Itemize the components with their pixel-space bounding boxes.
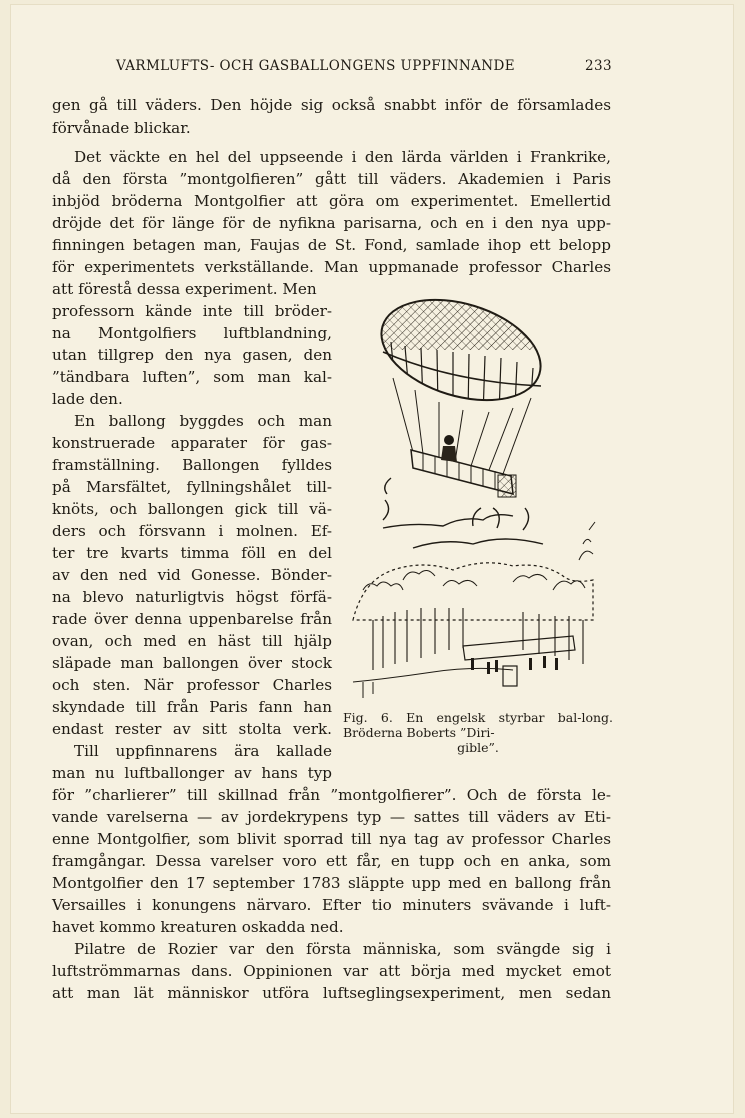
text-line: utan tillgrep den nya gasen, den <box>52 346 332 364</box>
text-line: Montgolfier den 17 september 1783 släppte upp med en ballong från <box>52 874 611 892</box>
text-line: Pilatre de Rozier var den första människa, som svängde sig i <box>74 940 611 958</box>
running-header <box>52 58 612 80</box>
clouds <box>383 478 543 548</box>
text-line: lade den. <box>52 390 123 408</box>
text-line: dröjde det för länge för de nyfikna parisarna, och en i den nya upp- <box>52 214 611 232</box>
figure-caption <box>343 710 613 755</box>
text-line: ovan, och med en häst till hjälp <box>52 632 332 650</box>
text-line: framställning. Ballongen fylldes <box>52 456 332 474</box>
text-line: ter tre kvarts timma föll en del <box>52 544 332 562</box>
balloon-envelope <box>363 290 563 418</box>
text-line: Till uppfinnarens ära kallade <box>74 742 332 760</box>
text-line: inbjöd bröderna Montgolfier att göra om experimentet. Emellertid <box>52 192 611 210</box>
page-number: 233 <box>585 58 612 74</box>
text-line: och sten. När professor Charles <box>52 676 332 694</box>
figure-caption-text: Fig. 6. En engelsk styrbar bal-long. Bröderna Boberts ”Diri- <box>343 710 613 740</box>
figure-caption-end: gible”. <box>457 740 499 755</box>
text-line: släpade man ballongen över stock <box>52 654 332 672</box>
text-line: man nu luftballonger av hans typ <box>52 764 332 782</box>
text-line: En ballong byggdes och man <box>74 412 332 430</box>
running-title: VARMLUFTS- OCH GASBALLONGENS UPPFINNANDE <box>116 58 515 74</box>
text-line: na Montgolfiers luftblandning, <box>52 324 332 342</box>
text-line: knöts, och ballongen gick till vä- <box>52 500 332 518</box>
text-line: finningen betagen man, Faujas de St. Fond, samlade ihop ett belopp <box>52 236 611 254</box>
text-line: professorn kände inte till bröder- <box>52 302 332 320</box>
text-line: för ”charlierer” till skillnad från ”montgolfierer”. Och de första le- <box>52 786 611 804</box>
text-line: konstruerade apparater för gas- <box>52 434 332 452</box>
text-line: vande varelserna — av jordekrypens typ — sattes till väders av Eti- <box>52 808 611 826</box>
text-line: gen gå till väders. Den höjde sig också snabbt inför de församlades <box>52 96 611 114</box>
text-line: Det väckte en hel del uppseende i den lärda världen i Frankrike, <box>74 148 611 166</box>
text-line: då den första ”montgolfieren” gått till väders. Akademien i Paris <box>52 170 611 188</box>
text-line: att man lät människor utföra luftseglingsexperiment, men sedan <box>52 984 611 1002</box>
dirigible-balloon-illustration <box>343 290 613 710</box>
text-line: förvånade blickar. <box>52 119 191 137</box>
text-line: endast rester av sitt stolta verk. <box>52 720 332 738</box>
text-line: na blevo naturligtvis högst förfä- <box>52 588 332 606</box>
text-line: på Marsfältet, fyllningshålet till- <box>52 478 332 496</box>
text-line: rade över denna uppenbarelse från <box>52 610 332 628</box>
text-line: ”tändbara luften”, som man kal- <box>52 368 332 386</box>
gondola <box>411 435 516 497</box>
text-line: luftströmmarnas dans. Oppinionen var att börja med mycket emot <box>52 962 611 980</box>
text-line: av den ned vid Gonesse. Bönder- <box>52 566 332 584</box>
text-line: havet kommo kreaturen oskadda ned. <box>52 918 344 936</box>
text-line: för experimentets verkställande. Man uppmanade professor Charles <box>52 258 611 276</box>
text-line: skyndade till från Paris fann han <box>52 698 332 716</box>
text-line: Versailles i konungens närvaro. Efter tio minuters svävande i luft- <box>52 896 611 914</box>
text-line: enne Montgolfier, som blivit sporrad till nya tag av professor Charles <box>52 830 611 848</box>
trees-landscape <box>353 522 595 698</box>
text-line: framgångar. Dessa varelser voro ett får, en tupp och en anka, som <box>52 852 611 870</box>
text-line: att förestå dessa experiment. Men <box>52 280 317 298</box>
text-line: ders och försvann i molnen. Ef- <box>52 522 332 540</box>
